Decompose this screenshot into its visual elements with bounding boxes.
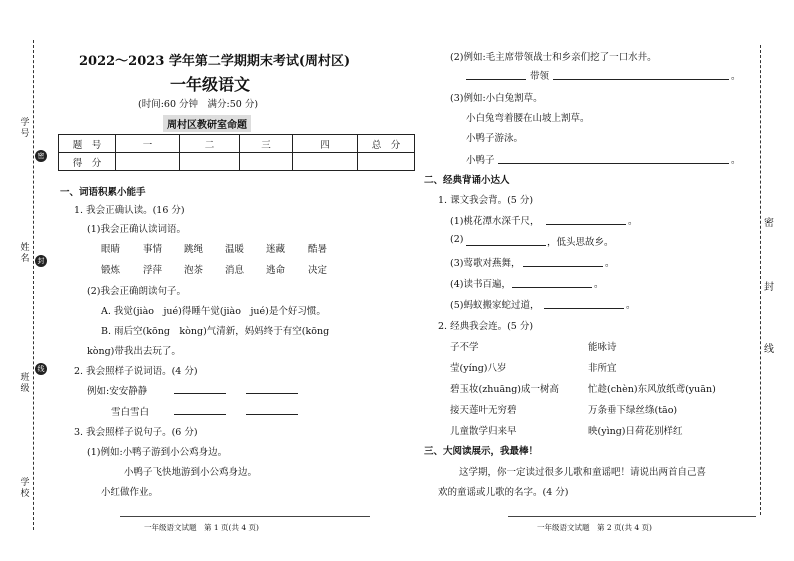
word-item: 浮萍 <box>143 265 163 276</box>
q3-3-task: 小鸭子 <box>466 155 495 166</box>
author-line: 周村区教研室命题 <box>163 115 251 132</box>
q2-example-2: 雪白雪白 <box>111 407 150 418</box>
score-table-header-row <box>59 135 415 153</box>
word-item: 事情 <box>143 244 163 255</box>
score-cell[interactable] <box>180 153 240 171</box>
answer-blank[interactable] <box>523 257 603 267</box>
word-item: 跳绳 <box>184 244 204 255</box>
section-2-title: 二、经典背诵小达人 <box>424 175 510 186</box>
q3-1-task: 小红做作业。 <box>101 487 159 498</box>
word-item: 决定 <box>308 265 328 276</box>
poem-line-5: (5)蚂蚁搬家蛇过道， <box>450 300 540 311</box>
match-left-item[interactable]: 碧玉妆(zhuāng)成一树高 <box>450 384 560 395</box>
score-table <box>58 134 415 171</box>
part-2-1: 1. 课文我会背。(5 分) <box>438 195 534 206</box>
score-cell[interactable] <box>240 153 293 171</box>
section-3-title: 三、大阅读展示，我最棒！ <box>424 446 539 457</box>
score-table-cell: 三 <box>240 135 293 153</box>
period-mark: 。 <box>605 258 615 269</box>
word-item: 锻炼 <box>101 265 121 276</box>
period-mark: 。 <box>628 216 638 227</box>
exam-title: 2022～2023 学年第二学期期末考试(周村区) <box>79 54 351 69</box>
sentence-b-cont: kòng)带我出去玩了。 <box>87 346 181 357</box>
right-seal-mi: 密 <box>764 218 774 229</box>
q3-3-example: (3)例如:小白兔割草。 <box>450 93 543 104</box>
word-item: 眼睛 <box>101 244 121 255</box>
answer-blank[interactable] <box>174 405 226 415</box>
part-2-2: 2. 经典我会连。(5 分) <box>438 321 534 332</box>
match-right-item[interactable]: 万条垂下绿丝绦(tāo) <box>588 405 678 416</box>
word-item: 迷藏 <box>266 244 286 255</box>
word-item: 逃命 <box>266 265 286 276</box>
score-table-cell: 四 <box>293 135 358 153</box>
q3-1-example: (1)例如:小鸭子游到小公鸡身边。 <box>87 447 228 458</box>
word-item: 温暖 <box>225 244 245 255</box>
answer-blank[interactable] <box>498 154 729 164</box>
period-mark: 。 <box>626 300 636 311</box>
match-right-item[interactable]: 能咏诗 <box>588 342 617 353</box>
reading-prompt-1: 这学期，你一定读过很多儿歌和童谣吧！请说出两首自己喜 <box>459 467 707 478</box>
page-footer-1: 一年级语文试题 第 1 页(共 4 页) <box>144 523 259 532</box>
reading-prompt-2: 欢的童谣或儿歌的名字。(4 分) <box>438 487 569 498</box>
match-left-item[interactable]: 儿童散学归来早 <box>450 426 517 437</box>
score-table-cell: 题 号 <box>59 135 116 153</box>
period-mark: 。 <box>594 279 604 290</box>
right-seal-feng: 封 <box>764 282 774 293</box>
word-item: 泡茶 <box>184 265 204 276</box>
seal-dot-feng: 封 <box>35 255 47 267</box>
school-label: 学校 <box>20 478 30 499</box>
score-cell[interactable] <box>358 153 415 171</box>
answer-blank[interactable] <box>546 215 626 225</box>
answer-blank[interactable] <box>553 70 729 80</box>
page-footer-2: 一年级语文试题 第 2 页(共 4 页) <box>537 523 652 532</box>
score-cell[interactable] <box>293 153 358 171</box>
answer-blank[interactable] <box>512 278 592 288</box>
question-3: 3. 我会照样子说句子。(6 分) <box>74 427 198 438</box>
time-info: (时间:60 分钟 满分:50 分) <box>138 99 259 110</box>
class-label: 班级 <box>20 373 30 394</box>
q3-2-example: (2)例如:毛主席带领战士和乡亲们挖了一口水井。 <box>450 52 657 63</box>
student-id-label: 学号 <box>20 118 30 139</box>
section-1-title: 一、词语积累小能手 <box>60 187 146 198</box>
seal-dot-xian: 线 <box>35 363 47 375</box>
poem-line-2: ，低头思故乡。 <box>547 237 614 248</box>
match-right-item[interactable]: 映(yìng)日荷花别样红 <box>588 426 683 437</box>
q3-1-example-b: 小鸭子飞快地游到小公鸡身边。 <box>124 467 258 478</box>
score-table-score-row <box>59 153 415 171</box>
question-1-1: (1)我会正确认读词语。 <box>87 224 186 235</box>
question-1-2: (2)我会正确朗读句子。 <box>87 286 186 297</box>
poem-line-4: (4)读书百遍， <box>450 279 511 290</box>
right-binding-line <box>760 45 761 515</box>
match-right-item[interactable]: 非所宜 <box>588 363 617 374</box>
match-left-item[interactable]: 接天莲叶无穷碧 <box>450 405 517 416</box>
period-mark: 。 <box>731 71 741 82</box>
score-cell[interactable] <box>116 153 180 171</box>
word-item: 酷暑 <box>308 244 328 255</box>
answer-blank[interactable] <box>174 384 226 394</box>
name-label: 姓名 <box>20 243 30 264</box>
sentence-b: B. 雨后空(kōng kòng)气清新，妈妈终于有空(kōng <box>101 326 330 337</box>
answer-blank[interactable] <box>246 384 298 394</box>
match-left-item[interactable]: 子不学 <box>450 342 479 353</box>
footer-rule <box>508 516 756 517</box>
poem-line-1: (1)桃花潭水深千尺， <box>450 216 540 227</box>
score-table-cell: 二 <box>180 135 240 153</box>
right-seal-xian: 线 <box>764 344 774 355</box>
subject-title: 一年级语文 <box>170 75 251 94</box>
score-table-cell: 得 分 <box>59 153 116 171</box>
score-table-cell: 一 <box>116 135 180 153</box>
q3-2-keyword: 带领 <box>530 71 550 82</box>
match-left-item[interactable]: 莹(yíng)八岁 <box>450 363 507 374</box>
answer-blank[interactable] <box>466 236 546 246</box>
footer-rule <box>120 516 370 517</box>
poem-line-2-prefix: (2) <box>450 234 464 245</box>
binding-dashed-line <box>33 40 34 530</box>
seal-dot-mi: 密 <box>35 150 47 162</box>
answer-blank[interactable] <box>544 299 624 309</box>
q2-example-1: 例如:安安静静 <box>87 386 148 397</box>
word-item: 消息 <box>225 265 245 276</box>
period-mark: 。 <box>731 155 741 166</box>
poem-line-3: (3)莺歌对燕舞， <box>450 258 521 269</box>
match-right-item[interactable]: 忙趁(chèn)东风放纸鸢(yuān) <box>588 384 716 395</box>
answer-blank[interactable] <box>466 70 526 80</box>
q3-3-example-b: 小白兔弯着腰在山坡上割草。 <box>466 113 590 124</box>
score-table-cell: 总 分 <box>358 135 415 153</box>
question-1: 1. 我会正确认读。(16 分) <box>74 205 185 216</box>
question-2: 2. 我会照样子说词语。(4 分) <box>74 366 198 377</box>
sentence-a: A. 我觉(jiào jué)得睡午觉(jiào jué)是个好习惯。 <box>101 306 326 317</box>
answer-blank[interactable] <box>246 405 298 415</box>
q3-3-example-c: 小鸭子游泳。 <box>466 133 524 144</box>
